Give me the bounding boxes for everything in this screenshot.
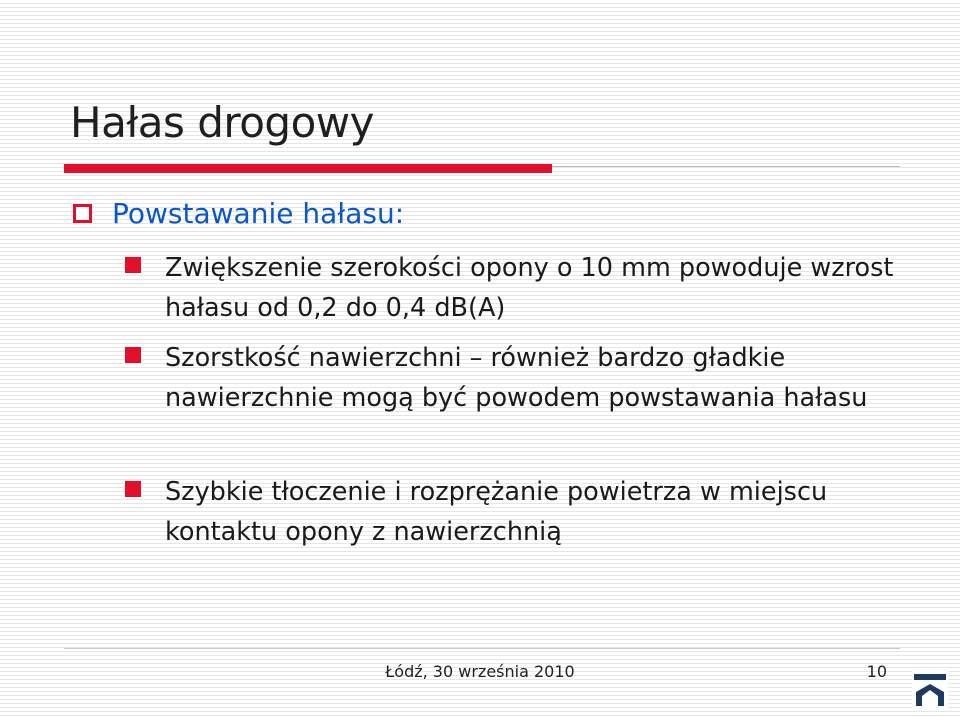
filled-square-icon bbox=[125, 347, 141, 363]
level1-item bbox=[73, 197, 404, 230]
bullet-text: Zwiększenie szerokości opony o 10 mm powoduje wzrost hałasu od 0,2 do 0,4 dB(A) bbox=[165, 253, 894, 323]
footer-location-date: Łódź, 30 września 2010 bbox=[385, 662, 575, 681]
bullet-item bbox=[125, 248, 915, 328]
hollow-square-icon bbox=[73, 204, 92, 223]
bullet-item bbox=[125, 338, 915, 418]
filled-square-icon bbox=[125, 481, 141, 497]
filled-square-icon bbox=[125, 257, 141, 273]
title-underline-accent bbox=[64, 164, 552, 173]
bullet-text: Szorstkość nawierzchni – również bardzo gładkie nawierzchnie mogą być powodem powstawania hałasu bbox=[165, 343, 868, 413]
bullet-item bbox=[125, 472, 915, 552]
footer-divider bbox=[64, 648, 900, 649]
bullet-text: Szybkie tłoczenie i rozprężanie powietrza w miejscu kontaktu opony z nawierzchnią bbox=[165, 477, 828, 547]
slide-title: Hałas drogowy bbox=[70, 98, 374, 147]
institution-logo-icon bbox=[912, 670, 948, 710]
level1-text: Powstawanie hałasu: bbox=[112, 197, 405, 230]
title-underline-line bbox=[552, 166, 900, 167]
page-number: 10 bbox=[866, 662, 887, 681]
